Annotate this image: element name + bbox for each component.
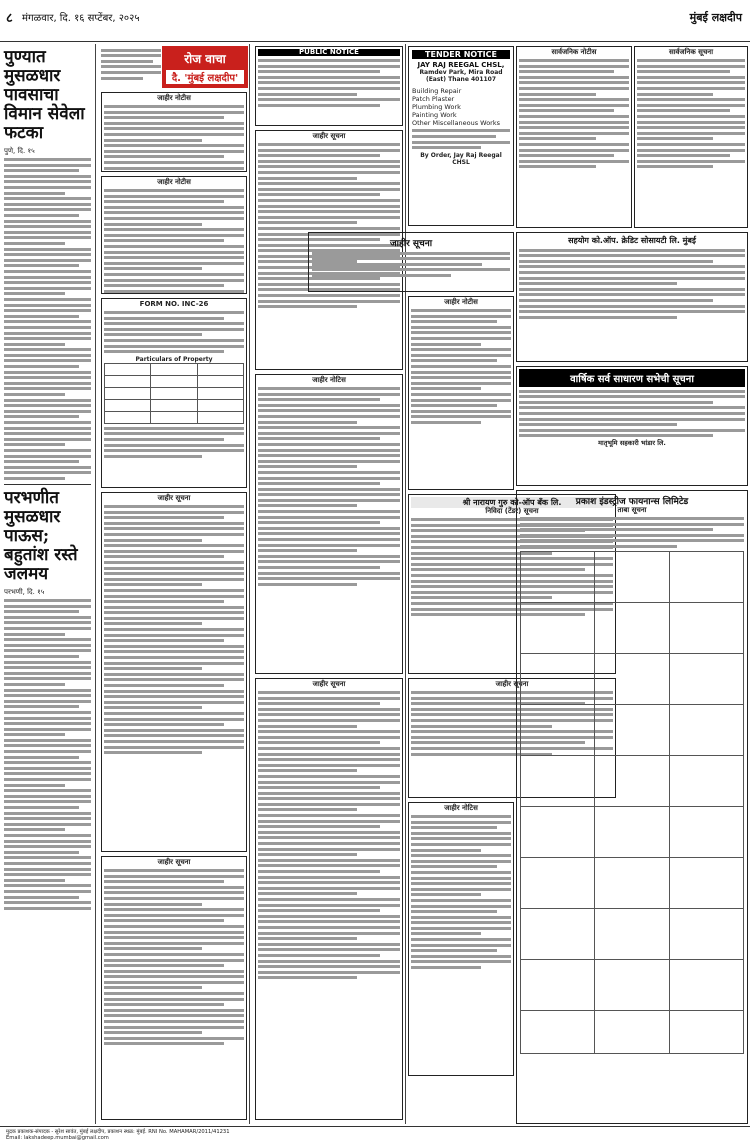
- prakash-finance-box: [516, 490, 748, 1124]
- public-notice-title: PUBLIC NOTICE: [258, 49, 400, 56]
- imprint-footer: [0, 1126, 750, 1148]
- agm-notice-box: [516, 366, 748, 486]
- sahyog-society-box: [516, 232, 748, 362]
- notice-box-2: [101, 176, 247, 294]
- issue-date: मंगळवार, दि. १६ सप्टेंबर, २०२५: [22, 13, 140, 24]
- notice-title-6: जाहीर सूचना: [312, 680, 346, 688]
- dateline-pune: पुणे, दि. १५: [4, 147, 35, 155]
- tender-item: Other Miscellaneous Works: [412, 118, 501, 127]
- tender-signature: By Order, Jay Raj Reegal CHSL: [420, 151, 502, 167]
- notice-title-9: जाहीर नोटिस: [444, 804, 478, 812]
- prakash-subtitle: ताबा सूचना: [617, 506, 647, 514]
- jaheer-suchana-wide: [308, 232, 514, 292]
- notice-box-4: [101, 856, 247, 1120]
- notices-column-3: [252, 44, 406, 1124]
- shri-narayan-title: श्री नारायण गुरु को-ऑप बँक लि.: [411, 497, 613, 508]
- prakash-title: प्रकाश इंडस्ट्रीज फायनान्स लिमिटेड: [575, 497, 689, 507]
- notice-title-2: जाहीर नोटीस: [157, 178, 191, 186]
- headline-parbhani-rain: परभणीत मुसळधार पाऊस; बहुतांश रस्ते जलमय: [4, 487, 78, 584]
- notice-box-6: [255, 678, 403, 1120]
- tender-item-list: [412, 87, 510, 127]
- notice-title-1: जाहीर नोटीस: [157, 94, 191, 102]
- notice-box-3: [101, 492, 247, 852]
- roj-vacha-paper: दै. 'मुंबई लक्षदीप': [166, 70, 244, 84]
- dateline-parbhani: परभणी, दि. १५: [4, 587, 45, 596]
- imprint-email: Email: lakshadeep.mumbai@gmail.com: [6, 1135, 109, 1142]
- notice-box-1: [101, 92, 247, 172]
- tender-address: Ramdev Park, Mira Road (East) Thane 401107: [419, 69, 503, 84]
- possession-table: [520, 551, 744, 1054]
- page-header: [0, 0, 750, 42]
- sarvajanik-suchana-box: [634, 46, 748, 228]
- property-table: [104, 363, 244, 424]
- form-title: FORM NO. INC-26: [139, 300, 209, 308]
- pune-article-body: [4, 158, 91, 480]
- notice-title-3: जाहीर सूचना: [157, 494, 191, 502]
- tender-item: Plumbing Work: [412, 102, 461, 111]
- newspaper-name: मुंबई लक्षदीप: [689, 11, 742, 24]
- property-table-caption: Particulars of Property: [135, 355, 213, 363]
- notice-title-4: जाहीर सूचना: [157, 858, 191, 866]
- tender-notice-box: [408, 46, 514, 226]
- col3-notice-title: जाहीर सूचना: [312, 132, 346, 140]
- tender-item: Patch Plaster: [412, 94, 455, 103]
- tender-item: Painting Work: [412, 110, 457, 119]
- notices-column-2: [98, 44, 250, 1124]
- page-number: ८: [6, 11, 13, 26]
- notice-box-7: [408, 296, 514, 490]
- tender-item: Building Repair: [412, 86, 462, 95]
- tender-org: JAY RAJ REEGAL CHSL,: [417, 61, 505, 69]
- public-notice-box: [255, 46, 403, 126]
- sahyog-title: सहयोग को.ऑप. क्रेडिट सोसायटी लि. मुंबई: [568, 236, 696, 245]
- parbhani-article-body: [4, 599, 91, 910]
- notice-clipping: [101, 46, 161, 82]
- notice-title-8: जाहीर सूचना: [495, 680, 529, 688]
- agm-title: वार्षिक सर्व साधारण सभेची सूचना: [519, 369, 745, 387]
- roj-vacha-banner: [162, 46, 248, 88]
- shri-narayan-notice: निविदा (टेंडर) सूचना: [485, 507, 539, 515]
- sarvajanik-notice-box: [516, 46, 632, 228]
- notice-box-5: [255, 374, 403, 674]
- form-notice-box: [101, 298, 247, 488]
- sarvajanik-suchana-title: सार्वजनिक सूचना: [668, 48, 714, 56]
- wide-notice-title: जाहीर सूचना: [389, 239, 433, 249]
- tender-notice-title: TENDER NOTICE: [412, 50, 510, 59]
- sarvajanik-notice-title: सार्वजनिक नोटीस: [551, 48, 597, 56]
- notice-box-9: [408, 802, 514, 1076]
- left-news-column: [0, 44, 96, 1124]
- notice-title-7: जाहीर नोटीस: [444, 298, 478, 306]
- notice-title-5: जाहीर नोटिस: [312, 376, 346, 384]
- headline-pune-rain: पुण्यात मुसळधार पावसाचा विमान सेवेला फटका: [4, 47, 85, 143]
- roj-vacha-text: रोज वाचा: [184, 52, 226, 66]
- imprint-line: मुद्रक प्रकाशक-संपादक - सुरेश सावंत, मुंबई लक्षदीप, प्रकाशन स्थळ: मुंबई. RNI No. MAHAMAR/2011/41231: [6, 1129, 230, 1135]
- agm-signatory: मातृभूमि सहकारी भांडार लि.: [598, 438, 666, 447]
